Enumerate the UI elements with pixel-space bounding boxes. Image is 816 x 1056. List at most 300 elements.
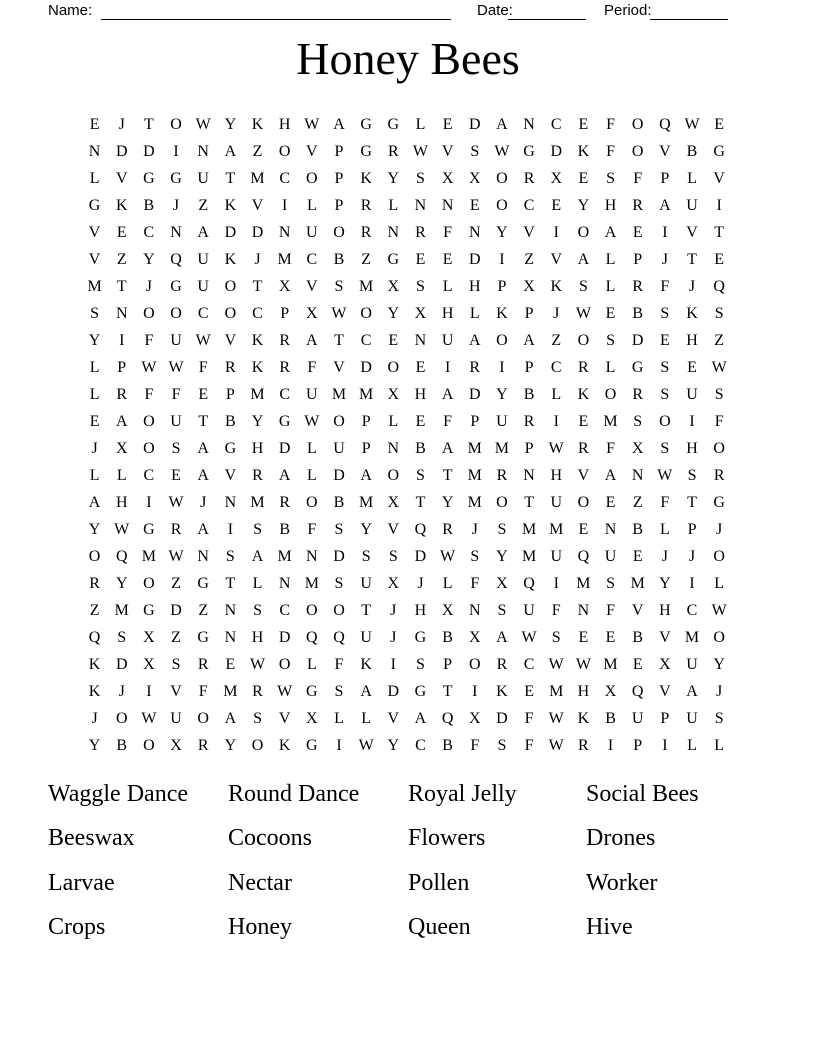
grid-letter: S [714,304,724,322]
grid-letter: M [359,493,374,511]
grid-letter: H [441,304,454,322]
grid-letter: S [117,628,127,646]
grid-letter: Y [224,736,237,754]
grid-letter: M [223,682,238,700]
grid-letter: A [197,223,209,241]
grid-letter: U [686,655,698,673]
grid-letter: B [686,142,698,160]
grid-letter: H [604,196,617,214]
grid-letter: O [713,628,725,646]
grid-letter: G [523,142,535,160]
grid-letter: N [468,223,481,241]
grid-letter: V [88,223,101,241]
grid-letter: O [143,412,155,430]
grid-letter: G [360,115,372,133]
grid-letter: J [716,682,723,700]
grid-letter: F [633,169,643,187]
grid-letter: E [415,250,426,268]
grid-letter: W [168,547,184,565]
grid-letter: A [197,466,209,484]
grid-letter: W [575,304,591,322]
grid-letter: M [603,412,618,430]
grid-letter: U [550,547,563,565]
grid-letter: H [414,385,427,403]
grid-letter: J [91,709,98,727]
grid-letter: S [416,655,425,673]
grid-letter: N [197,142,209,160]
grid-letter: S [171,439,181,457]
grid-letter: Y [115,574,128,592]
grid-letter: J [390,601,397,619]
word-bank-item: Waggle Dance [48,781,188,807]
grid-letter: N [278,223,291,241]
grid-letter: L [687,169,697,187]
grid-letter: X [170,736,182,754]
grid-letter: O [88,547,101,565]
grid-letter: G [360,142,372,160]
grid-letter: C [523,655,535,673]
grid-letter: O [143,439,155,457]
grid-letter: J [254,250,261,268]
grid-letter: R [116,385,128,403]
grid-letter: O [143,736,155,754]
grid-letter: U [523,601,535,619]
grid-letter: E [551,196,562,214]
grid-letter: T [524,493,534,511]
grid-letter: E [89,412,100,430]
grid-letter: L [89,466,100,484]
grid-letter: P [334,142,344,160]
grid-letter: D [550,142,563,160]
grid-letter: U [550,493,563,511]
grid-letter: T [687,250,697,268]
grid-letter: F [307,358,317,376]
grid-letter: A [496,628,508,646]
grid-letter: J [118,115,125,133]
grid-letter: R [387,142,399,160]
grid-letter: V [306,277,318,295]
grid-letter: E [442,250,453,268]
grid-letter: T [225,169,236,187]
grid-letter: J [91,439,98,457]
grid-letter: H [550,466,563,484]
grid-letter: X [387,385,400,403]
grid-letter: T [687,493,697,511]
grid-letter: O [713,547,725,565]
grid-letter: V [251,196,264,214]
grid-letter: O [224,277,237,295]
grid-letter: O [170,304,182,322]
grid-letter: W [412,142,428,160]
grid-letter: G [387,250,400,268]
grid-letter: O [577,331,590,349]
grid-letter: A [604,466,617,484]
grid-letter: E [578,115,589,133]
grid-letter: B [415,439,426,457]
grid-letter: P [334,169,344,187]
grid-letter: U [360,574,372,592]
grid-letter: O [333,223,345,241]
grid-letter: E [578,628,589,646]
grid-letter: B [632,628,644,646]
grid-letter: U [441,331,454,349]
grid-letter: N [306,547,318,565]
grid-letter: O [306,493,318,511]
grid-letter: L [687,736,697,754]
grid-letter: U [686,385,698,403]
grid-letter: U [306,223,318,241]
grid-letter: Q [659,115,671,133]
grid-letter: N [468,601,481,619]
grid-letter: A [224,142,237,160]
grid-letter: R [360,223,372,241]
grid-letter: X [496,574,508,592]
grid-letter: F [714,412,724,430]
word-bank [48,781,786,959]
grid-letter: R [632,277,644,295]
grid-letter: M [684,628,700,646]
grid-letter: S [225,547,235,565]
grid-letter: E [578,169,589,187]
grid-letter: E [687,358,697,376]
grid-letter: I [553,223,559,241]
grid-letter: K [360,169,372,187]
grid-letter: X [414,304,427,322]
grid-letter: H [577,682,590,700]
grid-letter: N [224,601,237,619]
grid-letter: S [606,169,615,187]
grid-letter: X [550,169,563,187]
grid-letter: E [469,196,480,214]
grid-letter: M [630,574,645,592]
grid-letter: N [414,196,427,214]
grid-letter: Z [116,250,127,268]
grid-letter: W [657,466,673,484]
grid-letter: R [197,736,209,754]
grid-letter: I [444,358,451,376]
grid-letter: O [713,439,725,457]
grid-letter: T [252,277,263,295]
grid-letter: N [441,196,454,214]
grid-letter: Y [659,574,671,592]
grid-letter: S [253,601,262,619]
grid-letter: N [523,466,535,484]
grid-letter: O [496,331,508,349]
grid-letter: M [250,493,265,511]
grid-letter: P [470,412,480,430]
grid-letter: U [197,169,209,187]
grid-letter: V [686,223,698,241]
grid-letter: V [278,709,291,727]
grid-letter: K [224,250,237,268]
grid-letter: A [523,331,535,349]
grid-letter: Z [252,142,263,160]
grid-letter: L [388,412,399,430]
grid-letter: K [496,682,508,700]
grid-letter: I [553,412,559,430]
grid-letter: W [249,655,266,673]
grid-letter: C [197,304,209,322]
grid-letter: B [279,520,290,538]
grid-letter: W [304,115,320,133]
grid-letter: W [548,655,564,673]
grid-letter: Q [170,250,182,268]
grid-letter: X [441,601,454,619]
grid-letter: U [197,250,209,268]
grid-letter: Z [89,601,100,619]
word-bank-item: Pollen [408,869,470,896]
word-bank-item: Beeswax [48,825,135,852]
grid-letter: S [497,520,507,538]
grid-letter: O [333,412,345,430]
grid-letter: S [497,736,507,754]
grid-letter: F [144,331,154,349]
grid-letter: N [604,520,617,538]
grid-letter: P [633,736,643,754]
grid-letter: L [605,277,616,295]
grid-letter: E [605,304,616,322]
grid-letter: U [170,412,182,430]
grid-letter: O [197,709,209,727]
grid-letter: W [141,709,157,727]
grid-letter: S [606,331,615,349]
grid-letter: G [306,682,318,700]
grid-letter: O [333,601,345,619]
grid-letter: E [605,628,616,646]
grid-letter: D [278,628,291,646]
grid-letter: W [277,682,293,700]
grid-letter: O [631,115,644,133]
grid-letter: U [170,331,182,349]
grid-letter: S [361,547,371,565]
grid-letter: E [171,466,181,484]
grid-letter: A [197,439,209,457]
grid-letter: M [494,439,510,457]
grid-letter: C [686,601,698,619]
grid-letter: S [334,520,344,538]
grid-letter: Y [387,169,400,187]
grid-letter: R [197,655,209,673]
grid-letter: P [633,250,643,268]
grid-letter: A [441,439,454,457]
grid-letter: Q [414,520,427,538]
grid-letter: Y [577,196,590,214]
word-bank-item: Cocoons [228,825,312,852]
grid-letter: Q [441,709,454,727]
grid-letter: D [278,439,291,457]
grid-letter: N [387,223,400,241]
grid-letter: W [548,439,564,457]
grid-letter: N [224,628,237,646]
grid-letter: N [88,142,101,160]
grid-letter: F [660,277,670,295]
grid-letter: F [198,682,208,700]
grid-letter: W [711,601,727,619]
grid-letter: I [499,358,505,376]
word-bank-item: Crops [48,914,106,941]
grid-letter: E [632,547,643,565]
grid-letter: S [660,358,670,376]
grid-letter: I [662,223,668,241]
grid-letter: Q [577,547,590,565]
word-bank-item: Flowers [408,825,486,852]
grid-letter: V [441,142,454,160]
grid-letter: W [195,115,211,133]
grid-letter: W [684,115,700,133]
grid-letter: E [415,358,426,376]
grid-letter: P [660,709,670,727]
grid-letter: A [604,223,617,241]
grid-letter: O [496,493,508,511]
grid-letter: M [467,466,482,484]
grid-letter: H [659,601,671,619]
grid-letter: R [360,196,372,214]
grid-letter: I [146,682,152,700]
word-bank-item: Round Dance [228,781,360,807]
grid-letter: Z [361,250,372,268]
grid-letter: Y [360,520,372,538]
grid-letter: H [251,439,264,457]
grid-letter: M [304,574,319,592]
grid-letter: O [143,304,155,322]
grid-letter: D [333,466,345,484]
grid-letter: F [171,385,181,403]
grid-letter: O [251,736,264,754]
grid-letter: Z [632,493,643,511]
grid-letter: W [358,736,374,754]
grid-letter: V [659,682,671,700]
grid-letter: G [197,628,209,646]
word-bank-item: Honey [228,914,292,941]
grid-letter: R [252,466,263,484]
grid-letter: R [632,385,644,403]
grid-letter: W [494,142,510,160]
grid-letter: F [443,223,453,241]
grid-letter: S [578,277,588,295]
grid-letter: O [224,304,237,322]
grid-letter: A [414,709,427,727]
grid-letter: R [279,358,290,376]
grid-letter: E [578,520,589,538]
name-blank-line [101,1,451,20]
grid-letter: R [578,439,589,457]
date-label: Date: [477,2,513,19]
grid-letter: A [197,520,209,538]
date-blank-line [508,1,586,20]
grid-letter: M [359,277,374,295]
grid-letter: L [659,520,670,538]
grid-letter: S [660,304,670,322]
grid-letter: S [497,601,507,619]
grid-letter: O [659,412,671,430]
grid-letter: X [278,277,291,295]
grid-letter: H [115,493,128,511]
grid-letter: M [549,520,564,538]
grid-letter: S [606,574,615,592]
grid-letter: S [687,466,697,484]
grid-letter: X [387,493,400,511]
grid-letter: M [603,655,618,673]
grid-letter: B [225,412,236,430]
grid-letter: C [143,466,155,484]
grid-letter: D [360,358,372,376]
grid-letter: I [607,736,614,754]
worksheet-header [0,0,816,26]
grid-letter: R [415,223,426,241]
grid-letter: T [144,115,154,133]
grid-letter: A [224,709,237,727]
grid-letter: I [119,331,125,349]
grid-letter: G [278,412,291,430]
grid-letter: H [686,331,698,349]
grid-letter: R [225,358,236,376]
grid-letter: S [90,304,100,322]
grid-letter: I [282,196,288,214]
grid-letter: Z [524,250,534,268]
grid-letter: Y [224,115,237,133]
grid-letter: D [631,331,644,349]
grid-letter: G [631,358,644,376]
grid-letter: M [250,385,265,403]
grid-letter: M [277,547,292,565]
grid-letter: Z [198,601,209,619]
grid-letter: V [224,331,237,349]
grid-letter: L [714,736,725,754]
grid-letter: O [306,169,318,187]
grid-letter: A [686,682,698,700]
word-bank-item: Drones [586,825,656,852]
grid-letter: V [577,466,590,484]
grid-letter: U [686,709,698,727]
grid-letter: R [170,520,182,538]
word-bank-item: Social Bees [586,781,699,807]
grid-letter: C [279,385,290,403]
grid-letter: M [467,493,482,511]
grid-letter: M [467,439,482,457]
grid-letter: L [252,574,263,592]
grid-letter: D [251,223,264,241]
grid-letter: S [253,709,262,727]
grid-letter: H [251,628,264,646]
grid-letter: S [551,628,561,646]
grid-letter: Y [441,493,454,511]
grid-letter: F [470,736,480,754]
grid-letter: U [686,196,698,214]
grid-letter: I [662,736,668,754]
grid-letter: L [116,466,127,484]
grid-letter: O [143,574,155,592]
grid-letter: A [278,466,291,484]
grid-letter: L [442,277,453,295]
grid-letter: D [468,115,481,133]
grid-letter: A [496,115,508,133]
grid-letter: X [441,169,454,187]
grid-letter: R [713,466,725,484]
grid-letter: G [197,574,209,592]
grid-letter: G [170,169,182,187]
grid-letter: S [334,574,344,592]
grid-letter: U [306,385,318,403]
grid-letter: T [334,331,344,349]
grid-letter: N [197,547,209,565]
letter-grid [81,111,733,759]
grid-letter: J [172,196,180,214]
grid-letter: P [687,520,697,538]
grid-letter: E [714,115,725,133]
grid-letter: U [360,628,372,646]
word-bank-item: Nectar [228,869,292,896]
grid-letter: S [470,142,480,160]
